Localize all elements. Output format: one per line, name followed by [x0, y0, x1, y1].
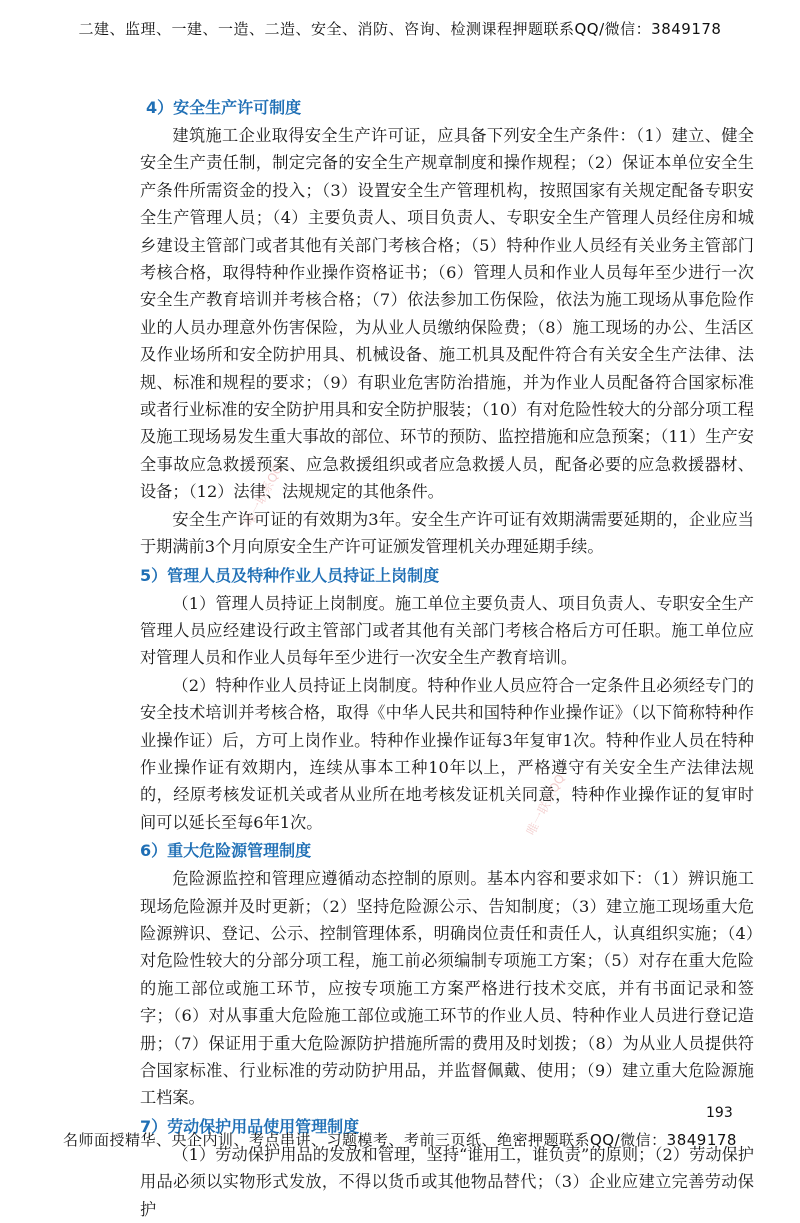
page-number: 193 — [706, 1105, 733, 1121]
body-paragraph: （2）特种作业人员持证上岗制度。特种作业人员应符合一定条件且必须经专门的安全技术培训并考核合格，取得《中华人民共和国特种作业操作证》（以下简称特种作业操作证）后，方可上岗作业。特种作业操作证每3年复审1次。特种作业人员在特种作业操作证有效期内，连续从事本工种10年以上，严格遵守有关安全生产法律法规的，经原考核发证机关或者从业所在地考核发证机关同意，特种作业操作证的复审时间可以延长至每6年1次。 — [140, 675, 754, 832]
body-paragraph: 安全生产许可证的有效期为3年。安全生产许可证有效期满需要延期的，企业应当于期满前3个月向原安全生产许可证颁发管理机关办理延期手续。 — [140, 509, 754, 557]
section-heading: 4）安全生产许可制度 — [146, 98, 302, 117]
section-major-hazard-management — [140, 836, 754, 1112]
header-banner: 二建、监理、一建、一造、二造、安全、消防、咨询、检测课程押题联系QQ/微信：3849178 — [78, 20, 722, 38]
body-paragraph: （1）管理人员持证上岗制度。施工单位主要负责人、项目负责人、专职安全生产管理人员应经建设行政主管部门或者其他有关部门考核合格后方可任职。施工单位应对管理人员和作业人员每年至少进行一次安全生产教育培训。 — [140, 593, 754, 668]
section-heading: 7）劳动保护用品使用管理制度 — [140, 1116, 360, 1136]
body-paragraph: 危险源监控和管理应遵循动态控制的原则。基本内容和要求如下：（1）辨识施工现场危险源并及时更新；（2）坚持危险源公示、告知制度；（3）建立施工现场重大危险源辨识、登记、公示、控制管理体系，明确岗位责任和责任人，认真组织实施；（4）对危险性较大的分部分项工程，施工前必须编制专项施工方案；（5）对存在重大危险的施工部位或施工环节，应按专项施工方案严格进行技术交底，并有书面记录和签字；（6）对从事重大危险施工部位或施工环节的作业人员、特种作业人员进行登记造册；（7）保证用于重大危险源防护措施所需的费用及时划拨；（8）为从业人员提供符合国家标准、行业标准的劳动防护用品，并监督佩戴、使用；（9）建立重大危险源施工档案。 — [140, 869, 754, 1108]
section-heading: 6）重大危险源管理制度 — [140, 841, 312, 861]
footer-banner: 名师面授精华、央企内训、考点串讲、习题模考、考前三页纸、绝密押题联系QQ/微信：3849178 — [63, 1131, 737, 1149]
body-paragraph: 建筑施工企业取得安全生产许可证，应具备下列安全生产条件：（1）建立、健全安全生产责任制，制定完备的安全生产规章制度和操作规程；（2）保证本单位安全生产条件所需资金的投入；（3）设置安全生产管理机构，按照国家有关规定配备专职安全生产管理人员；（4）主要负责人、项目负责人、专职安全生产管理人员经住房和城乡建设主管部门或者其他有关部门考核合格；（5）特种作业人员经有关业务主管部门考核合格，取得特种作业操作资格证书；（6）管理人员和作业人员每年至少进行一次安全生产教育培训并考核合格；（7）依法参加工伤保险，依法为施工现场从事危险作业的人员办理意外伤害保险，为从业人员缴纳保险费；（8）施工现场的办公、生活区及作业场所和安全防护用具、机械设备、施工机具及配件符合有关安全生产法律、法规、标准和规程的要求；（9）有职业危害防治措施，并为作业人员配备符合国家标准或者行业标准的安全防护用具和安全防护服装；（10）有对危险性较大的分部分项工程及施工现场易发生重大事故的部位、环节的预防、监控措施和应急预案；（11）生产安全事故应急救援预案、应急救援组织或者应急救援人员，配备必要的应急救援器材、设备；（12）法律、法规规定的其他条件。 — [140, 126, 754, 502]
body-paragraph: （1）劳动保护用品的发放和管理，坚持“谁用工，谁负责”的原则；（2）劳动保护用品必须以实物形式发放，不得以货币或其他物品替代；（3）企业应建立完善劳动保护 — [140, 1144, 754, 1219]
watermark-stamp: 唯一联系QQ — [241, 461, 286, 528]
section-heading: 5）管理人员及特种作业人员持证上岗制度 — [140, 565, 440, 585]
section-safety-production-license — [140, 93, 754, 561]
watermark-stamp: 唯一联系QQ — [523, 771, 568, 838]
page-body — [140, 93, 754, 1223]
section-certified-personnel — [140, 561, 754, 837]
